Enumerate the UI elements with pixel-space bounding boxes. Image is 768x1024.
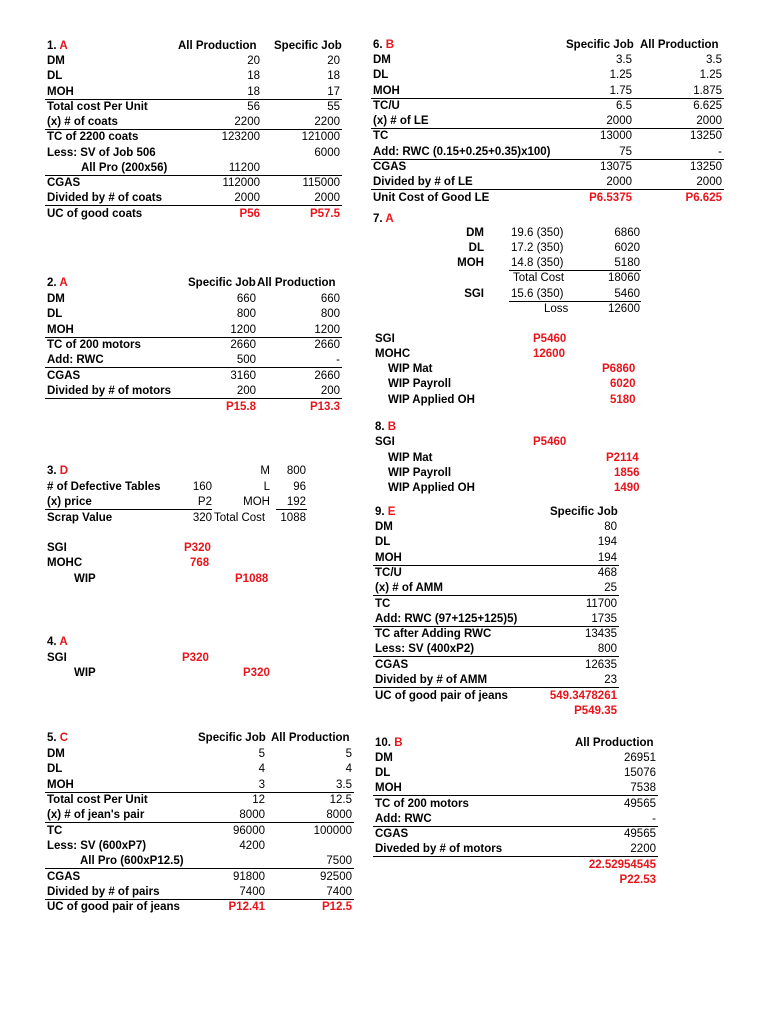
row-label: TC after Adding RWC xyxy=(375,628,492,640)
row-label: DL xyxy=(373,69,389,81)
row-label: Scrap Value xyxy=(47,512,113,524)
answer-value: P12.41 xyxy=(228,901,265,913)
divider xyxy=(45,205,342,206)
cell: 194 xyxy=(597,552,617,564)
row-label: Total cost Per Unit xyxy=(47,794,148,806)
row-label: Less: SV of Job 506 xyxy=(47,147,156,159)
journal-account: WIP Mat xyxy=(388,452,433,464)
cell: 49565 xyxy=(624,828,656,840)
journal-credit: 1490 xyxy=(614,482,640,494)
row-label: UC of good pair of jeans xyxy=(47,901,180,913)
cell: 2000 xyxy=(696,176,722,188)
cell: 75 xyxy=(619,146,632,158)
col-header: All Production xyxy=(178,40,257,52)
row-label: DM xyxy=(375,521,393,533)
cell: 6020 xyxy=(614,242,640,254)
divider xyxy=(371,189,724,190)
cell: 800 xyxy=(597,643,617,655)
journal-debit: P5460 xyxy=(533,333,567,345)
row-label: Unit Cost of Good LE xyxy=(373,192,490,204)
cell: 4 xyxy=(345,763,352,775)
cell: 17 xyxy=(327,86,340,98)
journal-account: SGI xyxy=(47,652,67,664)
cell: 7500 xyxy=(326,855,352,867)
divider xyxy=(373,856,658,857)
row-label: CGAS xyxy=(47,177,81,189)
row-label: TC of 200 motors xyxy=(375,798,469,810)
journal-account: MOHC xyxy=(47,557,83,569)
row-label: DM xyxy=(47,748,65,760)
cell: 26951 xyxy=(624,752,656,764)
cell: 13000 xyxy=(600,130,632,142)
cell: 1088 xyxy=(280,512,306,524)
journal-credit: P6860 xyxy=(602,363,636,375)
cell: 7400 xyxy=(326,886,352,898)
cell: 91800 xyxy=(233,871,265,883)
row-label: All Pro (200x56) xyxy=(81,162,168,174)
cell: 2000 xyxy=(696,115,722,127)
cell: 14.8 (350) xyxy=(511,257,564,269)
row-label: All Pro (600xP12.5) xyxy=(80,855,184,867)
problem-10-number: 10. B xyxy=(375,737,403,749)
row-label: Diveded by # of motors xyxy=(375,843,503,855)
col-header: Specific Job xyxy=(198,732,266,744)
cell: 3.5 xyxy=(706,54,722,66)
row-label: (x) # of AMM xyxy=(375,582,443,594)
journal-account: WIP Applied OH xyxy=(388,394,475,406)
answer-value: P12.5 xyxy=(321,901,352,913)
divider xyxy=(373,656,619,657)
row-label: DL xyxy=(47,70,63,82)
answer-value: P549.35 xyxy=(574,705,617,717)
cell: 7400 xyxy=(239,886,265,898)
row-label: CGAS xyxy=(375,828,409,840)
answer-value: P6.625 xyxy=(685,192,722,204)
answer-value: P22.53 xyxy=(619,874,656,886)
row-label: Add: RWC (0.15+0.25+0.35)x100) xyxy=(373,146,551,158)
problem-3-number: 3. D xyxy=(47,465,69,477)
row-label: # of Defective Tables xyxy=(47,481,161,493)
col-header: Specific Job xyxy=(188,277,256,289)
problem-6-number: 6. B xyxy=(373,39,395,51)
journal-credit: P1088 xyxy=(235,573,269,585)
journal-account: WIP xyxy=(74,667,96,679)
cell: 15.6 (350) xyxy=(511,288,564,300)
journal-account: WIP Applied OH xyxy=(388,482,475,494)
row-label: DL xyxy=(47,308,63,320)
row-label: TC xyxy=(373,130,389,142)
journal-debit: P5460 xyxy=(533,436,567,448)
journal-credit: 6020 xyxy=(610,378,636,390)
cell: 5 xyxy=(345,748,352,760)
cell: 92500 xyxy=(320,871,352,883)
journal-credit: 5180 xyxy=(610,394,636,406)
cell: 1735 xyxy=(591,613,617,625)
cell: 55 xyxy=(327,101,340,113)
cell: 200 xyxy=(236,385,256,397)
row-label: (x) # of jean's pair xyxy=(47,809,145,821)
col-header: All Production xyxy=(640,39,719,51)
answer-value: P15.8 xyxy=(225,401,256,413)
journal-account: SGI xyxy=(47,542,67,554)
cell: 12600 xyxy=(608,303,640,315)
col-header: All Production xyxy=(271,732,350,744)
divider xyxy=(373,595,619,596)
answer-value: P57.5 xyxy=(309,208,340,220)
problem-9-number: 9. E xyxy=(375,506,396,518)
cell: 1200 xyxy=(314,324,340,336)
cell: 800 xyxy=(286,465,306,477)
row-label: MOH xyxy=(47,86,74,98)
cell: Total Cost xyxy=(513,272,565,284)
cell: 2000 xyxy=(234,192,260,204)
problem-4-number: 4. A xyxy=(47,636,68,648)
col-header: Specific Job xyxy=(274,40,342,52)
cell: 7538 xyxy=(630,782,656,794)
cell: Loss xyxy=(544,303,569,315)
row-label: TC xyxy=(47,825,63,837)
cell: 160 xyxy=(192,481,212,493)
cell: 1.25 xyxy=(609,69,632,81)
cell: 11700 xyxy=(585,598,617,610)
cell: 11200 xyxy=(228,162,260,174)
cell: 192 xyxy=(286,496,306,508)
row-label: DM xyxy=(375,752,393,764)
cell: 4200 xyxy=(239,840,265,852)
cell: 3.5 xyxy=(616,54,632,66)
divider xyxy=(45,398,342,399)
cell: 4 xyxy=(258,763,265,775)
row-label: MOH xyxy=(375,552,402,564)
divider xyxy=(45,822,354,823)
journal-account: WIP Payroll xyxy=(388,467,452,479)
row-label: DM xyxy=(466,227,484,239)
col-header: Specific Job xyxy=(550,506,618,518)
cell: 17.2 (350) xyxy=(511,242,564,254)
cell: 468 xyxy=(597,567,617,579)
journal-credit: P320 xyxy=(243,667,270,679)
cell: 18 xyxy=(247,70,260,82)
problem-2-number: 2. A xyxy=(47,277,68,289)
problem-1-number: 1. A xyxy=(47,40,68,52)
divider xyxy=(276,509,307,510)
divider xyxy=(45,868,354,869)
row-label: (x) # of coats xyxy=(47,116,118,128)
divider xyxy=(45,509,212,510)
cell: 2200 xyxy=(234,116,260,128)
journal-debit: 768 xyxy=(190,557,210,569)
cell: 13250 xyxy=(690,161,722,173)
answer-value: 549.3478261 xyxy=(549,690,617,702)
row-label: TC/U xyxy=(375,567,402,579)
cell: MOH xyxy=(243,496,270,508)
row-label: MOH xyxy=(375,782,402,794)
answer-value: P6.5375 xyxy=(589,192,632,204)
row-label: UC of good pair of jeans xyxy=(375,690,508,702)
problem-7-number: 7. A xyxy=(373,213,394,225)
row-label: DL xyxy=(468,242,484,254)
cell: 6000 xyxy=(314,147,340,159)
cell: 800 xyxy=(320,308,340,320)
row-label: Divided by # of motors xyxy=(47,385,171,397)
journal-debit: P320 xyxy=(184,542,211,554)
answer-value: P13.3 xyxy=(309,401,340,413)
cell: P2 xyxy=(197,496,212,508)
cell: Total Cost xyxy=(214,512,266,524)
cell: 2660 xyxy=(314,339,340,351)
cell: 100000 xyxy=(313,825,352,837)
row-label: TC of 200 motors xyxy=(47,339,141,351)
row-label: Divided by # of AMM xyxy=(375,674,488,686)
cell: 12 xyxy=(252,794,265,806)
divider xyxy=(373,795,658,796)
row-label: CGAS xyxy=(373,161,407,173)
cell: 20 xyxy=(247,55,260,67)
journal-account: SGI xyxy=(375,436,395,448)
cell: 800 xyxy=(236,308,256,320)
divider xyxy=(45,367,342,368)
journal-account: WIP xyxy=(74,573,96,585)
journal-account: WIP Payroll xyxy=(388,378,452,390)
row-label: DL xyxy=(375,536,391,548)
cell: 500 xyxy=(236,354,256,366)
cell: 194 xyxy=(597,536,617,548)
cell: 96 xyxy=(293,481,306,493)
cell: 6860 xyxy=(614,227,640,239)
cell: 12635 xyxy=(585,659,617,671)
cell: 15076 xyxy=(624,767,656,779)
cell: 13075 xyxy=(600,161,632,173)
col-header: Specific Job xyxy=(566,39,634,51)
answer-value: P56 xyxy=(239,208,260,220)
journal-account: WIP Mat xyxy=(388,363,433,375)
row-label: SGI xyxy=(464,288,484,300)
cell: - xyxy=(336,354,340,366)
cell: 5 xyxy=(258,748,265,760)
cell: 3 xyxy=(258,779,265,791)
journal-credit: P2114 xyxy=(606,452,639,464)
cell: 660 xyxy=(236,293,256,305)
row-label: (x) price xyxy=(47,496,92,508)
cell: 18 xyxy=(327,70,340,82)
row-label: Divided by # of LE xyxy=(373,176,473,188)
cell: 12.5 xyxy=(329,794,352,806)
cell: 56 xyxy=(247,101,260,113)
cell: 5180 xyxy=(614,257,640,269)
cell: 1.25 xyxy=(699,69,722,81)
cell: 80 xyxy=(604,521,617,533)
row-label: Add: RWC xyxy=(47,354,104,366)
row-label: MOH xyxy=(47,324,74,336)
row-label: Divided by # of pairs xyxy=(47,886,160,898)
cell: 320 xyxy=(192,512,212,524)
cell: 8000 xyxy=(239,809,265,821)
row-label: MOH xyxy=(457,257,484,269)
cell: 25 xyxy=(604,582,617,594)
cell: 1.875 xyxy=(693,85,722,97)
problem-8-number: 8. B xyxy=(375,421,397,433)
divider xyxy=(373,687,619,688)
journal-account: MOHC xyxy=(375,348,411,360)
cell: 123200 xyxy=(221,131,260,143)
cell: 8000 xyxy=(326,809,352,821)
cell: 121000 xyxy=(301,131,340,143)
col-header: All Production xyxy=(575,737,654,749)
row-label: (x) # of LE xyxy=(373,115,429,127)
cell: 6.5 xyxy=(616,100,632,112)
cell: L xyxy=(263,481,270,493)
cell: 5460 xyxy=(614,288,640,300)
cell: 2000 xyxy=(606,115,632,127)
row-label: DM xyxy=(47,55,65,67)
cell: M xyxy=(260,465,270,477)
answer-value: 22.52954545 xyxy=(588,859,656,871)
cell: 49565 xyxy=(624,798,656,810)
row-label: DL xyxy=(375,767,391,779)
cell: 13435 xyxy=(585,628,617,640)
cell: 1.75 xyxy=(609,85,632,97)
row-label: CGAS xyxy=(375,659,409,671)
row-label: UC of good coats xyxy=(47,208,143,220)
row-label: TC/U xyxy=(373,100,400,112)
row-label: MOH xyxy=(373,85,400,97)
cell: 13250 xyxy=(690,130,722,142)
cell: 112000 xyxy=(222,177,260,189)
journal-account: SGI xyxy=(375,333,395,345)
cell: 20 xyxy=(327,55,340,67)
problem-5-number: 5. C xyxy=(47,732,69,744)
cell: 3.5 xyxy=(336,779,352,791)
journal-credit: 1856 xyxy=(614,467,640,479)
cell: 115000 xyxy=(302,177,340,189)
cell: 18060 xyxy=(608,272,640,284)
cell: 2660 xyxy=(314,370,340,382)
row-label: TC of 2200 coats xyxy=(47,131,139,143)
row-label: Add: RWC xyxy=(375,813,432,825)
row-label: Divided by # of coats xyxy=(47,192,163,204)
journal-debit: P320 xyxy=(182,652,209,664)
row-label: DM xyxy=(47,293,65,305)
row-label: TC xyxy=(375,598,391,610)
row-label: Total cost Per Unit xyxy=(47,101,148,113)
cell: 660 xyxy=(320,293,340,305)
cell: 19.6 (350) xyxy=(511,227,564,239)
cell: 2200 xyxy=(314,116,340,128)
row-label: DL xyxy=(47,763,63,775)
cell: 18 xyxy=(247,86,260,98)
cell: 1200 xyxy=(230,324,256,336)
cell: 6.625 xyxy=(693,100,722,112)
cell: 2660 xyxy=(230,339,256,351)
cell: 96000 xyxy=(233,825,265,837)
cell: 2000 xyxy=(606,176,632,188)
row-label: DM xyxy=(373,54,391,66)
cell: 3160 xyxy=(230,370,256,382)
row-label: Less: SV (400xP2) xyxy=(375,643,475,655)
row-label: CGAS xyxy=(47,370,81,382)
col-header: All Production xyxy=(257,277,336,289)
cell: 200 xyxy=(320,385,340,397)
cell: 2200 xyxy=(630,843,656,855)
row-label: Less: SV (600xP7) xyxy=(47,840,147,852)
cell: - xyxy=(718,146,722,158)
journal-debit: 12600 xyxy=(533,348,565,360)
cell: 2000 xyxy=(314,192,340,204)
row-label: CGAS xyxy=(47,871,81,883)
cell: 23 xyxy=(604,674,617,686)
row-label: MOH xyxy=(47,779,74,791)
cell: - xyxy=(652,813,656,825)
row-label: Add: RWC (97+125+125)5) xyxy=(375,613,518,625)
